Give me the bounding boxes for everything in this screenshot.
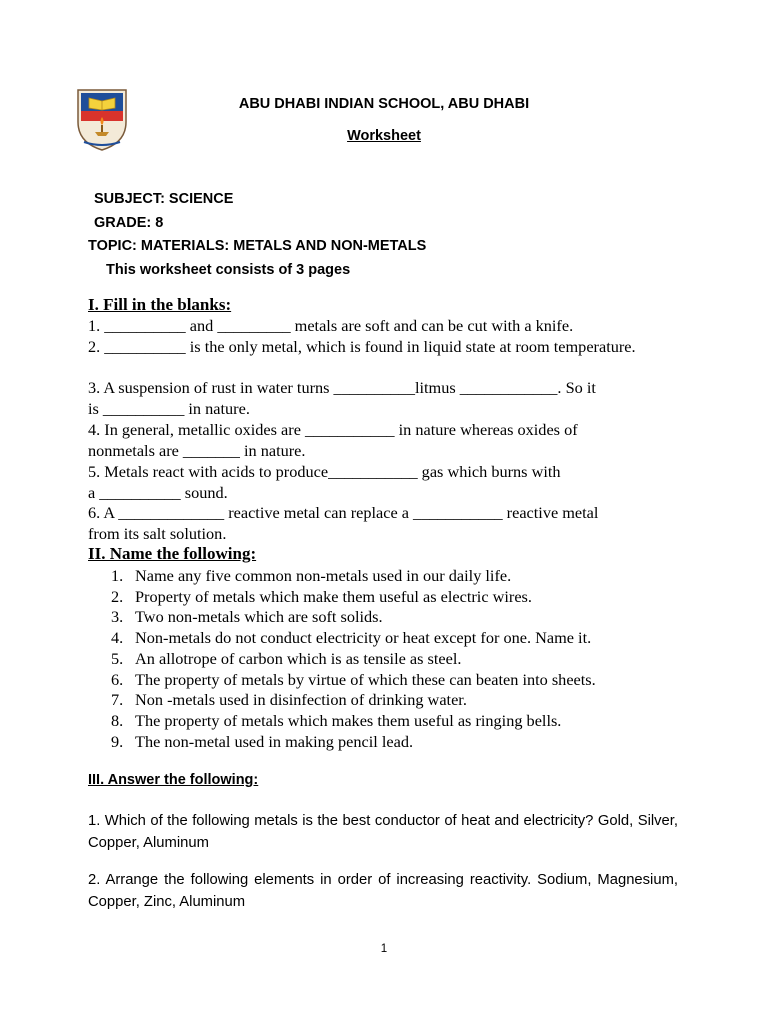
list-item-text: Non-metals do not conduct electricity or heat except for one. Name it. xyxy=(135,628,592,648)
school-name: ABU DHABI INDIAN SCHOOL, ABU DHABI xyxy=(238,96,530,112)
fill-blank-q5-line2: a __________ sound. xyxy=(88,483,228,502)
list-item xyxy=(111,628,596,649)
fill-blank-q2: 2. __________ is the only metal, which is found in liquid state at room temperature. xyxy=(88,337,636,356)
fill-blank-q1: 1. __________ and _________ metals are soft and can be cut with a knife. xyxy=(88,316,574,335)
list-item-text: Two non-metals which are soft solids. xyxy=(135,607,383,627)
section-3-title: III. Answer the following: xyxy=(88,772,259,788)
list-item-number: 4. xyxy=(111,628,124,648)
list-item xyxy=(111,732,596,753)
worksheet-title: Worksheet xyxy=(347,128,421,144)
list-item xyxy=(111,649,596,670)
list-item-text: Non -metals used in disinfection of drinking water. xyxy=(135,690,467,710)
list-item xyxy=(111,690,596,711)
list-item-number: 6. xyxy=(111,669,124,689)
list-item-number: 7. xyxy=(111,690,124,710)
fill-blank-q3-line2: is __________ in nature. xyxy=(88,399,250,418)
answer-q2: 2. Arrange the following elements in order of increasing reactivity. Sodium, Magnesium, Copper, Zinc, Aluminum xyxy=(88,872,678,910)
list-item xyxy=(111,607,596,628)
fill-blank-q6-line2: from its salt solution. xyxy=(88,524,227,543)
fill-blank-q3-line1: 3. A suspension of rust in water turns __________litmus ____________. So it xyxy=(88,378,596,397)
name-the-following-list xyxy=(111,566,596,752)
section-2-title: II. Name the following: xyxy=(88,544,257,563)
list-item xyxy=(111,670,596,691)
fill-blank-q4-line1: 4. In general, metallic oxides are ___________ in nature whereas oxides of xyxy=(88,420,578,439)
list-item-text: The property of metals which makes them useful as ringing bells. xyxy=(135,710,562,730)
list-item-text: Property of metals which make them useful as electric wires. xyxy=(135,586,532,606)
fill-blank-q4-line2: nonmetals are _______ in nature. xyxy=(88,441,306,460)
list-item-text: The property of metals by virtue of which these can beaten into sheets. xyxy=(135,669,596,689)
list-item-number: 1. xyxy=(111,566,124,585)
fill-blank-q5-line1: 5. Metals react with acids to produce___________ gas which burns with xyxy=(88,462,561,481)
page-number: 1 xyxy=(380,943,388,955)
list-item-text: Name any five common non-metals used in our daily life. xyxy=(135,566,512,585)
list-item-number: 8. xyxy=(111,710,124,730)
subject-line: SUBJECT: SCIENCE xyxy=(94,191,234,207)
answer-q1: 1. Which of the following metals is the best conductor of heat and electricity? Gold, Silver, Copper, Aluminum xyxy=(88,813,678,851)
list-item-number: 3. xyxy=(111,607,124,627)
list-item-number: 5. xyxy=(111,648,124,668)
list-item xyxy=(111,587,596,608)
list-item xyxy=(111,566,596,587)
grade-line: GRADE: 8 xyxy=(94,215,164,231)
list-item xyxy=(111,711,596,732)
pages-note: This worksheet consists of 3 pages xyxy=(106,262,351,278)
list-item-number: 2. xyxy=(111,586,124,606)
fill-blank-q6-line1: 6. A _____________ reactive metal can replace a ___________ reactive metal xyxy=(88,503,599,522)
list-item-text: The non-metal used in making pencil lead. xyxy=(135,731,414,751)
list-item-number: 9. xyxy=(111,731,124,751)
topic-line: TOPIC: MATERIALS: METALS AND NON-METALS xyxy=(88,238,427,254)
section-1-title: I. Fill in the blanks: xyxy=(88,295,232,314)
list-item-text: An allotrope of carbon which is as tensile as steel. xyxy=(135,648,462,668)
